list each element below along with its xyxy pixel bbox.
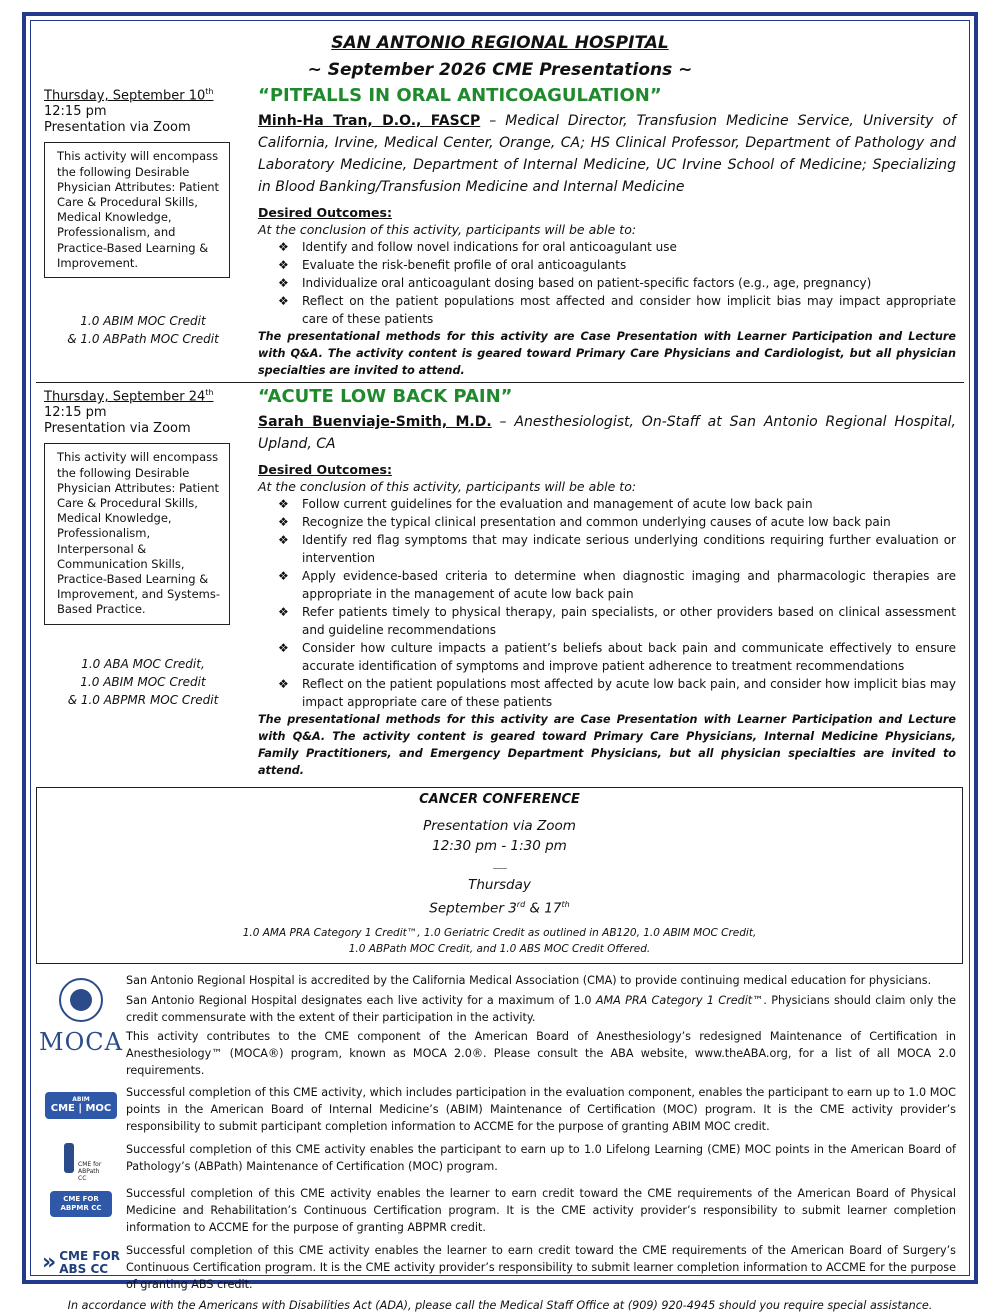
accreditation-abim-row bbox=[36, 1084, 964, 1135]
session-2-format: Presentation via Zoom bbox=[44, 421, 191, 437]
session-1-format: Presentation via Zoom bbox=[44, 120, 191, 136]
session-1-speaker bbox=[258, 110, 956, 198]
session-2-credits bbox=[44, 655, 246, 709]
abs-text: Successful completion of this CME activity enables the learner to earn credit toward the CME requirements of the American Board of Surgery’s Continuous Certification program. It is the CME activity provider’s responsibility to submit learner completion information to ACCME for the purpose of granting ABS credit. bbox=[126, 1243, 956, 1291]
outcome-item: ❖ Refer patients timely to physical therapy, pain specialists, or other providers based on clinical assessment and guideline recommendations bbox=[278, 605, 956, 637]
session-2-main bbox=[246, 385, 964, 779]
speaker-name: Sarah Buenviaje-Smith, M.D. bbox=[258, 414, 492, 430]
diamond-bullet-icon: ❖ bbox=[278, 294, 289, 308]
credit-line: 1.0 ABA MOC Credit, bbox=[81, 656, 205, 671]
session-1-title: “PITFALLS IN ORAL ANTICOAGULATION” bbox=[258, 85, 662, 106]
outcome-item: ❖ Consider how culture impacts a patient’s beliefs about back pain and communicate effectively to ensure accurate identification of symptoms and improve patient adherence to treatment recommendations bbox=[278, 641, 956, 673]
session-2-time: 12:15 pm bbox=[44, 405, 107, 421]
diamond-bullet-icon: ❖ bbox=[278, 497, 289, 511]
credit-designation-text: San Antonio Regional Hospital designates each live activity for a maximum of 1.0 AMA PRA Category 1 Credit™. Physicians should claim only the credit commensurate with the extent of their participation in the activity. bbox=[126, 993, 956, 1024]
abim-cme-moc-logo: ABIM CME | MOC bbox=[36, 1092, 126, 1119]
session-2-sidebar bbox=[36, 385, 246, 779]
session-1 bbox=[36, 84, 964, 379]
outcome-item: ❖ Reflect on the patient populations most affected by acute low back pain, and consider how implicit bias may impact appropriate care of these patients bbox=[278, 677, 956, 709]
accreditation-cma-row bbox=[36, 972, 964, 1026]
diamond-bullet-icon: ❖ bbox=[278, 240, 289, 254]
outcome-item: ❖ Recognize the typical clinical presentation and common underlying causes of acute low back pain bbox=[278, 515, 891, 529]
abim-text: Successful completion of this CME activity, which includes participation in the evaluation component, enables the participant to earn up to 1.0 MOC points in the American Board of Internal Medicine’s (ABIM) Maintenance of Certification (MOC) program. It is the CME activity provider’s responsibility to submit participant completion information to ACCME for the purpose of granting ABIM MOC credit. bbox=[126, 1085, 956, 1133]
diamond-bullet-icon: ❖ bbox=[278, 641, 289, 655]
abs-logo: » CME FOR ABS CC bbox=[42, 1248, 120, 1276]
credit-line: 1.0 ABIM MOC Credit bbox=[80, 313, 206, 328]
small-rule bbox=[493, 868, 507, 869]
hospital-name: SAN ANTONIO REGIONAL HOSPITAL bbox=[331, 33, 669, 53]
cancer-conference-box bbox=[36, 787, 963, 964]
moca-text: This activity contributes to the CME component of the American Board of Anesthesiology’s redesigned Maintenance of Certification in Anesthesiology™ (MOCA®) program, known as MOCA 2.0®. Please consult the ABA website, www.theABA.org, for a list of all MOCA 2.0 requirements. bbox=[126, 1029, 956, 1077]
session-1-main bbox=[246, 84, 964, 379]
desired-outcomes-heading: Desired Outcomes: bbox=[258, 205, 392, 220]
outcomes-intro: At the conclusion of this activity, participants will be able to: bbox=[258, 479, 637, 494]
flyer-header bbox=[36, 30, 964, 84]
session-1-time: 12:15 pm bbox=[44, 104, 107, 120]
outcome-item: ❖ Identify red flag symptoms that may indicate serious underlying conditions requiring further evaluation or intervention bbox=[278, 533, 956, 565]
cma-seal-logo bbox=[36, 978, 126, 1022]
abpath-text: Successful completion of this CME activity enables the participant to earn up to 1.0 Lifelong Learning (CME) MOC points in the American Board of Pathology’s (ABPath) Maintenance of Certification (MOC) program. bbox=[126, 1142, 956, 1173]
session-1-method: The presentational methods for this activity are Case Presentation with Learner Participation and Lecture with Q&A. The activity content is geared toward Primary Care Physicians and Cardiologist, but all physician specialties are invited to attend. bbox=[258, 330, 956, 377]
outcome-item: ❖ Apply evidence-based criteria to determine when diagnostic imaging and pharmacologic therapies are appropriate in the management of acute low back pain bbox=[278, 569, 956, 601]
session-2-attributes-box: This activity will encompass the following Desirable Physician Attributes: Patient Care & Procedural Skills, Medical Knowledge, Professionalism, Interpersonal & Communication Skills, Practice-Based Learning & Improvement, and Systems-Based Practice. bbox=[44, 443, 230, 624]
diamond-bullet-icon: ❖ bbox=[278, 533, 289, 547]
flyer-content bbox=[36, 30, 964, 1314]
credit-line: & 1.0 ABPMR MOC Credit bbox=[67, 692, 219, 707]
session-2-method: The presentational methods for this activity are Case Presentation with Learner Participation and Lecture with Q&A. The activity content is geared toward Primary Care Physicians, Internal Medicine Physicians, Family Practitioners, and Emergency Department Physicians, but all physician specialties are invited to attend. bbox=[258, 713, 956, 777]
outcome-item: ❖ Individualize oral anticoagulant dosing based on patient-specific factors (e.g., age, pregnancy) bbox=[278, 276, 872, 290]
session-1-sidebar bbox=[36, 84, 246, 379]
diamond-bullet-icon: ❖ bbox=[278, 276, 289, 290]
credit-line: & 1.0 ABPath MOC Credit bbox=[67, 331, 219, 346]
abpmr-logo: CME FOR ABPMR CC bbox=[36, 1191, 126, 1217]
cancer-credit-line-2: 1.0 ABPath MOC Credit, and 1.0 ABS MOC Credit Offered. bbox=[348, 942, 651, 955]
session-1-outcomes bbox=[258, 238, 956, 328]
session-2-outcomes bbox=[258, 495, 956, 711]
session-1-date: Thursday, September 10th bbox=[44, 87, 214, 104]
abpath-logo: CME for ABPath CC bbox=[36, 1141, 126, 1179]
session-2-date: Thursday, September 24th bbox=[44, 388, 214, 405]
accreditation-moca-row bbox=[36, 1028, 964, 1079]
cancer-dates: September 3rd & 17th bbox=[429, 900, 570, 917]
diamond-bullet-icon: ❖ bbox=[278, 677, 289, 691]
accreditation-abpath-row bbox=[36, 1141, 964, 1182]
accreditation-abpmr-row bbox=[36, 1185, 964, 1236]
desired-outcomes-heading: Desired Outcomes: bbox=[258, 462, 392, 477]
diamond-bullet-icon: ❖ bbox=[278, 258, 289, 272]
outcomes-intro: At the conclusion of this activity, participants will be able to: bbox=[258, 222, 637, 237]
abpmr-text: Successful completion of this CME activity enables the learner to earn credit toward the CME requirements of the American Board of Physical Medicine and Rehabilitation’s Continuous Certification program. It is the CME activity provider’s responsibility to submit learner completion information to ACCME for the purpose of granting ABPMR credit. bbox=[126, 1186, 956, 1234]
cancer-time: 12:30 pm - 1:30 pm bbox=[432, 838, 567, 854]
session-1-credits bbox=[44, 312, 246, 348]
cma-seal-icon bbox=[59, 978, 103, 1022]
outcome-item: ❖ Evaluate the risk-benefit profile of oral anticoagulants bbox=[278, 258, 627, 272]
outcome-item: ❖ Reflect on the patient populations most affected and consider how implicit bias may impact appropriate care of these patients bbox=[278, 294, 956, 326]
moca-logo: MOCA bbox=[39, 1027, 123, 1056]
cancer-format: Presentation via Zoom bbox=[423, 818, 576, 834]
speaker-description: – Anesthesiologist, On-Staff at San Antonio Regional Hospital, Upland, CA bbox=[258, 414, 956, 452]
diamond-bullet-icon: ❖ bbox=[278, 515, 289, 529]
chevron-right-icon: » bbox=[42, 1249, 57, 1275]
cancer-conference-title: CANCER CONFERENCE bbox=[419, 792, 580, 807]
accreditation-abs-row bbox=[36, 1242, 964, 1293]
session-2-title: “ACUTE LOW BACK PAIN” bbox=[258, 386, 513, 407]
outcome-item: ❖ Follow current guidelines for the evaluation and management of acute low back pain bbox=[278, 497, 813, 511]
flyer-subtitle: ~ September 2026 CME Presentations ~ bbox=[307, 60, 693, 80]
section-divider bbox=[36, 382, 964, 383]
accreditation-section bbox=[36, 972, 964, 1314]
ada-notice: In accordance with the Americans with Disabilities Act (ADA), please call the Medical Staff Office at (909) 920-4945 should you require special assistance. bbox=[67, 1298, 933, 1312]
cancer-day: Thursday bbox=[468, 877, 531, 893]
microscope-icon bbox=[64, 1143, 74, 1173]
speaker-name: Minh-Ha Tran, D.O., FASCP bbox=[258, 113, 481, 129]
cma-accreditation-text: San Antonio Regional Hospital is accredited by the California Medical Association (CMA) to provide continuing medical education for physicians. bbox=[126, 973, 932, 987]
session-1-attributes-box: This activity will encompass the following Desirable Physician Attributes: Patient Care & Procedural Skills, Medical Knowledge, Professionalism, and Practice-Based Learning & Improvement. bbox=[44, 142, 230, 278]
credit-line: 1.0 ABIM MOC Credit bbox=[80, 674, 206, 689]
diamond-bullet-icon: ❖ bbox=[278, 569, 289, 583]
outcome-item: ❖ Identify and follow novel indications for oral anticoagulant use bbox=[278, 240, 677, 254]
session-2-speaker bbox=[258, 411, 956, 455]
diamond-bullet-icon: ❖ bbox=[278, 605, 289, 619]
speaker-description: – Medical Director, Transfusion Medicine Service, University of California, Irvine, Medical Center, Orange, CA; HS Clinical Professor, Department of Pathology and Laboratory Medicine, Department of Internal Medicine, UC Irvine School of Medicine; Specializing in Blood Banking/Transfusion Medicine and Internal Medicine bbox=[258, 113, 956, 195]
session-2 bbox=[36, 385, 964, 779]
cancer-credit-line-1: 1.0 AMA PRA Category 1 Credit™, 1.0 Geriatric Credit as outlined in AB120, 1.0 ABIM MOC Credit, bbox=[242, 926, 757, 939]
